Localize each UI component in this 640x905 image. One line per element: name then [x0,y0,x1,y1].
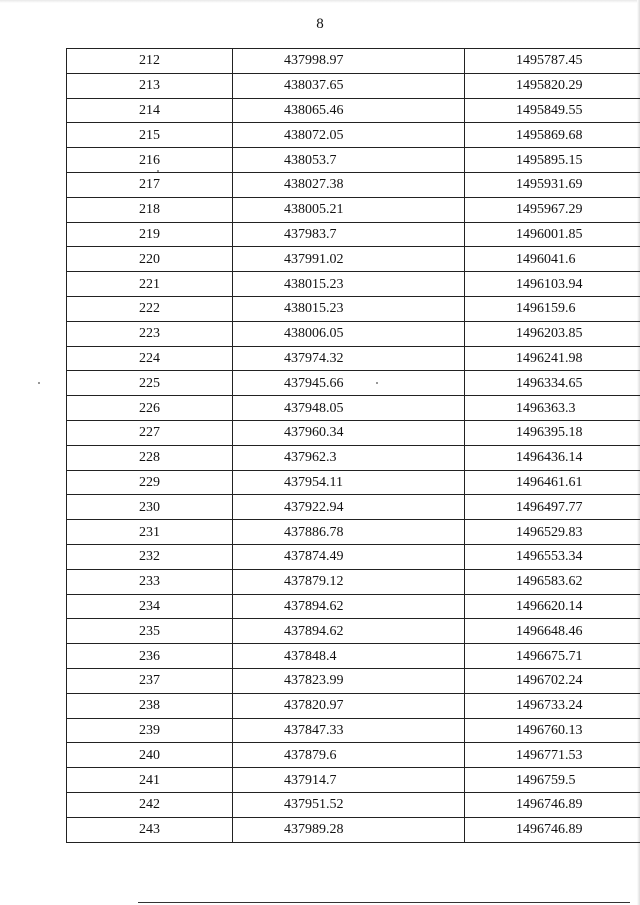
table-row [67,272,640,297]
y-coordinate-cell: 1496746.89 [465,792,640,817]
y-coordinate-cell: 1496241.98 [465,346,640,371]
point-number-cell: 214 [67,98,233,123]
y-coordinate-cell: 1496553.34 [465,544,640,569]
x-coordinate-cell: 437879.12 [233,569,465,594]
x-coordinate-cell: 437922.94 [233,495,465,520]
bottom-rule [138,902,630,903]
point-number-cell: 234 [67,594,233,619]
point-number-cell: 227 [67,420,233,445]
table-row [67,594,640,619]
y-coordinate-cell: 1496529.83 [465,520,640,545]
x-coordinate-cell: 437879.6 [233,743,465,768]
x-coordinate-cell: 437983.7 [233,222,465,247]
point-number-cell: 216 [67,148,233,173]
table-row [67,768,640,793]
point-number-cell: 221 [67,272,233,297]
coordinates-table-body [67,49,640,843]
point-number-cell: 241 [67,768,233,793]
table-row [67,222,640,247]
x-coordinate-cell: 438053.7 [233,148,465,173]
y-coordinate-cell: 1496733.24 [465,693,640,718]
point-number-cell: 220 [67,247,233,272]
y-coordinate-cell: 1495931.69 [465,172,640,197]
y-coordinate-cell: 1495787.45 [465,49,640,74]
table-row [67,123,640,148]
point-number-cell: 224 [67,346,233,371]
table-row [67,98,640,123]
y-coordinate-cell: 1496760.13 [465,718,640,743]
x-coordinate-cell: 437951.52 [233,792,465,817]
x-coordinate-cell: 437820.97 [233,693,465,718]
x-coordinate-cell: 438005.21 [233,197,465,222]
scan-speck [157,170,159,172]
table-row [67,172,640,197]
point-number-cell: 231 [67,520,233,545]
table-row [67,197,640,222]
table-row [67,792,640,817]
y-coordinate-cell: 1496334.65 [465,371,640,396]
x-coordinate-cell: 437848.4 [233,644,465,669]
y-coordinate-cell: 1495820.29 [465,73,640,98]
x-coordinate-cell: 437954.11 [233,470,465,495]
y-coordinate-cell: 1496675.71 [465,644,640,669]
x-coordinate-cell: 437914.7 [233,768,465,793]
x-coordinate-cell: 437886.78 [233,520,465,545]
scan-edge-top [0,0,640,3]
x-coordinate-cell: 438006.05 [233,321,465,346]
x-coordinate-cell: 437823.99 [233,668,465,693]
x-coordinate-cell: 437874.49 [233,544,465,569]
point-number-cell: 232 [67,544,233,569]
point-number-cell: 230 [67,495,233,520]
point-number-cell: 238 [67,693,233,718]
x-coordinate-cell: 437847.33 [233,718,465,743]
table-row [67,346,640,371]
point-number-cell: 217 [67,172,233,197]
point-number-cell: 242 [67,792,233,817]
y-coordinate-cell: 1496620.14 [465,594,640,619]
table-row [67,148,640,173]
point-number-cell: 215 [67,123,233,148]
table-row [67,321,640,346]
x-coordinate-cell: 437989.28 [233,817,465,842]
y-coordinate-cell: 1496497.77 [465,495,640,520]
x-coordinate-cell: 437894.62 [233,619,465,644]
point-number-cell: 223 [67,321,233,346]
point-number-cell: 213 [67,73,233,98]
y-coordinate-cell: 1496702.24 [465,668,640,693]
table-row [67,371,640,396]
y-coordinate-cell: 1496203.85 [465,321,640,346]
x-coordinate-cell: 437894.62 [233,594,465,619]
y-coordinate-cell: 1496759.5 [465,768,640,793]
x-coordinate-cell: 437991.02 [233,247,465,272]
x-coordinate-cell: 437960.34 [233,420,465,445]
x-coordinate-cell: 438037.65 [233,73,465,98]
x-coordinate-cell: 438072.05 [233,123,465,148]
table-row [67,396,640,421]
x-coordinate-cell: 437962.3 [233,445,465,470]
y-coordinate-cell: 1495895.15 [465,148,640,173]
table-row [67,817,640,842]
y-coordinate-cell: 1495869.68 [465,123,640,148]
y-coordinate-cell: 1496363.3 [465,396,640,421]
table-row [67,569,640,594]
y-coordinate-cell: 1496746.89 [465,817,640,842]
table-row [67,718,640,743]
point-number-cell: 226 [67,396,233,421]
point-number-cell: 235 [67,619,233,644]
x-coordinate-cell: 437974.32 [233,346,465,371]
table-row [67,470,640,495]
y-coordinate-cell: 1495849.55 [465,98,640,123]
table-row [67,73,640,98]
coordinates-table [66,48,640,843]
table-row [67,420,640,445]
x-coordinate-cell: 438015.23 [233,296,465,321]
table-row [67,668,640,693]
x-coordinate-cell: 437948.05 [233,396,465,421]
table-row [67,296,640,321]
point-number-cell: 240 [67,743,233,768]
y-coordinate-cell: 1496583.62 [465,569,640,594]
point-number-cell: 229 [67,470,233,495]
table-row [67,743,640,768]
point-number-cell: 233 [67,569,233,594]
table-row [67,544,640,569]
point-number-cell: 236 [67,644,233,669]
table-row [67,644,640,669]
y-coordinate-cell: 1496041.6 [465,247,640,272]
table-row [67,445,640,470]
table-row [67,247,640,272]
y-coordinate-cell: 1496461.61 [465,470,640,495]
table-row [67,693,640,718]
x-coordinate-cell: 437945.66 [233,371,465,396]
x-coordinate-cell: 438065.46 [233,98,465,123]
x-coordinate-cell: 437998.97 [233,49,465,74]
point-number-cell: 243 [67,817,233,842]
table-row [67,520,640,545]
y-coordinate-cell: 1496103.94 [465,272,640,297]
y-coordinate-cell: 1496771.53 [465,743,640,768]
point-number-cell: 219 [67,222,233,247]
y-coordinate-cell: 1496648.46 [465,619,640,644]
y-coordinate-cell: 1495967.29 [465,197,640,222]
point-number-cell: 225 [67,371,233,396]
table-row [67,495,640,520]
scan-speck [38,382,40,384]
table-row [67,619,640,644]
page-number: 8 [316,16,324,32]
scan-speck [376,382,378,384]
point-number-cell: 239 [67,718,233,743]
point-number-cell: 237 [67,668,233,693]
point-number-cell: 212 [67,49,233,74]
y-coordinate-cell: 1496001.85 [465,222,640,247]
x-coordinate-cell: 438015.23 [233,272,465,297]
point-number-cell: 228 [67,445,233,470]
y-coordinate-cell: 1496436.14 [465,445,640,470]
y-coordinate-cell: 1496159.6 [465,296,640,321]
x-coordinate-cell: 438027.38 [233,172,465,197]
y-coordinate-cell: 1496395.18 [465,420,640,445]
point-number-cell: 218 [67,197,233,222]
table-row [67,49,640,74]
point-number-cell: 222 [67,296,233,321]
